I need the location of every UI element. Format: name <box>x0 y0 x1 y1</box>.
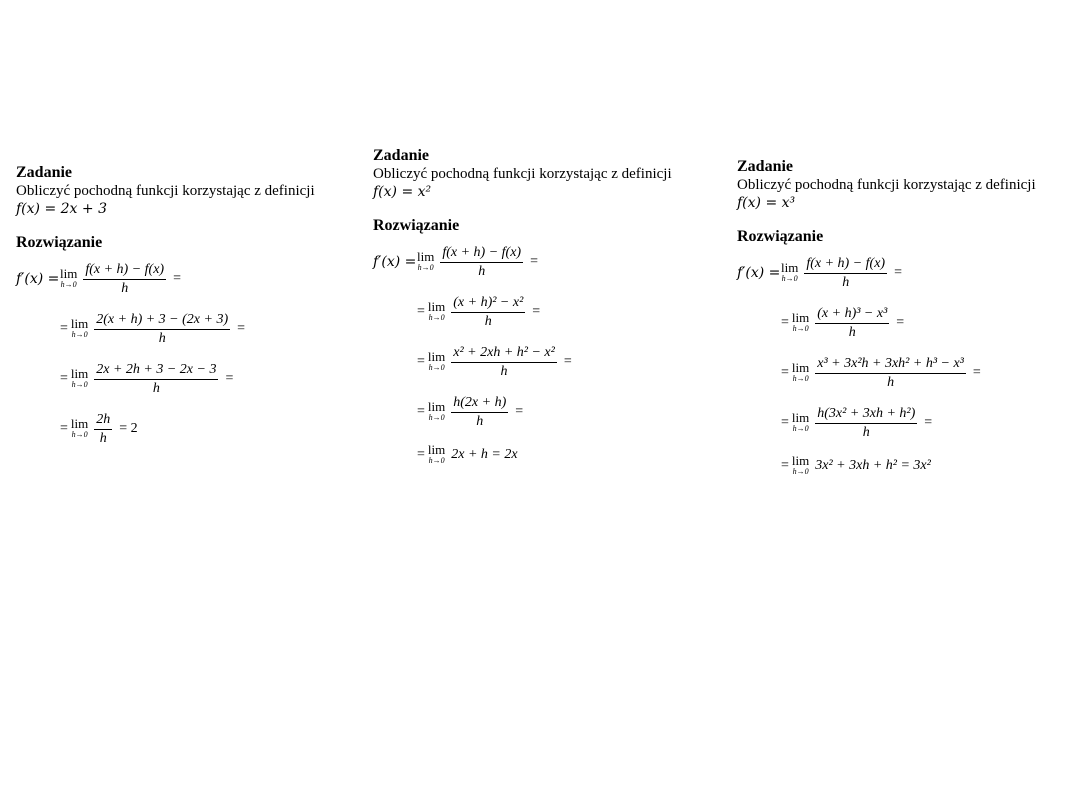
limit-operator: lim h→0 <box>70 316 89 339</box>
solution-step-final: = lim h→0 3x² + 3xh + h² = 3x² <box>781 453 931 476</box>
fraction: $\frac{f(x + h) - f(x)}{h}$ <box>806 255 886 290</box>
fraction: $\frac{2h}{h}$ <box>96 411 111 446</box>
task-3 <box>737 158 1080 484</box>
function-definition: f(x) = 2x + 3 <box>16 201 107 217</box>
function-definition: f(x) = x² <box>373 184 432 200</box>
task-1 <box>16 164 366 454</box>
solution-step <box>373 237 723 287</box>
limit-operator: lim h→0 <box>70 366 89 389</box>
solution-steps <box>16 254 366 454</box>
derivative-lhs: f′(x) = <box>16 271 60 287</box>
step-tail: = <box>530 254 538 269</box>
task-instruction: Obliczyć pochodną funkcji korzystając z definicji <box>373 166 672 182</box>
step-tail: = <box>225 371 234 386</box>
step-tail: = <box>237 321 246 336</box>
solution-step: = lim h→0 $\frac{h(2x + h)}{h}$ = <box>417 394 524 429</box>
task-heading: Zadanie <box>16 164 73 181</box>
limit-operator: lim h→0 <box>427 399 446 422</box>
derivative-lhs: f′(x) = <box>737 265 781 281</box>
solution-step: = lim h→0 $\frac{\text{x³ + 3x²h + 3xh² + h³ − x³}}{h}$ = <box>781 355 981 390</box>
step-tail: = <box>894 265 902 280</box>
limit-operator: lim h→0 <box>791 360 810 383</box>
limit-operator: lim h→0 <box>70 416 89 439</box>
fraction: $\frac{\text{x³ + 3x²h + 3xh² + h³ − x³}}{h}$ <box>817 355 964 390</box>
final-result: 2x + h = 2x <box>451 447 518 462</box>
fraction: $\frac{h(2x + h)}{h}$ <box>453 394 507 429</box>
solution-step: = lim h→0 $\frac{\text{x² + 2xh + h² − x²}}{h}$ = <box>417 344 572 379</box>
solution-steps <box>373 237 723 473</box>
final-result: 3x² + 3xh + h² = 3x² <box>815 458 931 473</box>
limit-operator: lim h→0 <box>791 410 810 433</box>
limit-operator: lim h→0 <box>427 442 446 465</box>
step-tail: = <box>515 404 524 419</box>
solution-step-final: = lim h→0 2x + h = 2x <box>417 442 518 465</box>
limit-operator: lim h→0 <box>427 299 446 322</box>
fraction: $\frac{\text{x² + 2xh + h² − x²}}{h}$ <box>453 344 555 379</box>
solution-step: = lim h→0 $\frac{2(x + h) + 3 - (2x + 3)}{h}$ = <box>60 311 246 346</box>
solution-steps <box>737 248 1080 484</box>
limit-operator: lim h→0 <box>417 249 435 272</box>
step-tail: = <box>924 415 933 430</box>
solution-step: = lim h→0 $\frac{\text{(x + h)² − x²}}{h}$ = <box>417 294 541 329</box>
solution-step: = lim h→0 $\frac{2x + 2h + 3 - 2x - 3}{h}$ = <box>60 361 234 396</box>
task-heading: Zadanie <box>373 147 430 164</box>
solution-heading: Rozwiązanie <box>373 217 460 234</box>
step-tail: = <box>563 354 572 369</box>
fraction: $\frac{\text{h(3x² + 3xh + h²)}}{h}$ <box>817 405 916 440</box>
limit-operator: lim h→0 <box>60 266 78 289</box>
fraction: $\frac{2x + 2h + 3 - 2x - 3}{h}$ <box>96 361 217 396</box>
step-tail: = <box>173 271 181 286</box>
solution-step: = lim h→0 $\frac{\text{h(3x² + 3xh + h²)}}{h}$ = <box>781 405 933 440</box>
step-tail: = <box>896 315 905 330</box>
step-tail: = <box>532 304 541 319</box>
task-instruction: Obliczyć pochodną funkcji korzystając z definicji <box>737 177 1036 193</box>
fraction: $\frac{f(x + h) - f(x)}{h}$ <box>442 244 522 279</box>
limit-operator: lim h→0 <box>427 349 446 372</box>
fraction: $\frac{f(x + h) - f(x)}{h}$ <box>85 261 165 296</box>
fraction: $\frac{\text{(x + h)² − x²}}{h}$ <box>453 294 524 329</box>
step-tail: = <box>972 365 981 380</box>
limit-operator: lim h→0 <box>781 260 799 283</box>
task-2 <box>373 147 723 473</box>
fraction: $\frac{\text{(x + h)³ − x³}}{h}$ <box>817 305 888 340</box>
solution-step: = lim h→0 $\frac{\text{(x + h)³ − x³}}{h}$ = <box>781 305 905 340</box>
solution-step <box>16 254 366 304</box>
solution-step: = lim h→0 $\frac{2h}{h}$ = 2 <box>60 411 138 446</box>
derivative-lhs: f′(x) = <box>373 254 417 270</box>
solution-heading: Rozwiązanie <box>16 234 103 251</box>
task-instruction: Obliczyć pochodną funkcji korzystając z definicji <box>16 183 315 199</box>
step-tail: = 2 <box>119 421 138 436</box>
function-definition: f(x) = x³ <box>737 195 796 211</box>
limit-operator: lim h→0 <box>791 310 810 333</box>
solution-step <box>737 248 1080 298</box>
solution-heading: Rozwiązanie <box>737 228 824 245</box>
fraction: $\frac{2(x + h) + 3 - (2x + 3)}{h}$ <box>96 311 229 346</box>
task-heading: Zadanie <box>737 158 794 175</box>
limit-operator: lim h→0 <box>791 453 810 476</box>
